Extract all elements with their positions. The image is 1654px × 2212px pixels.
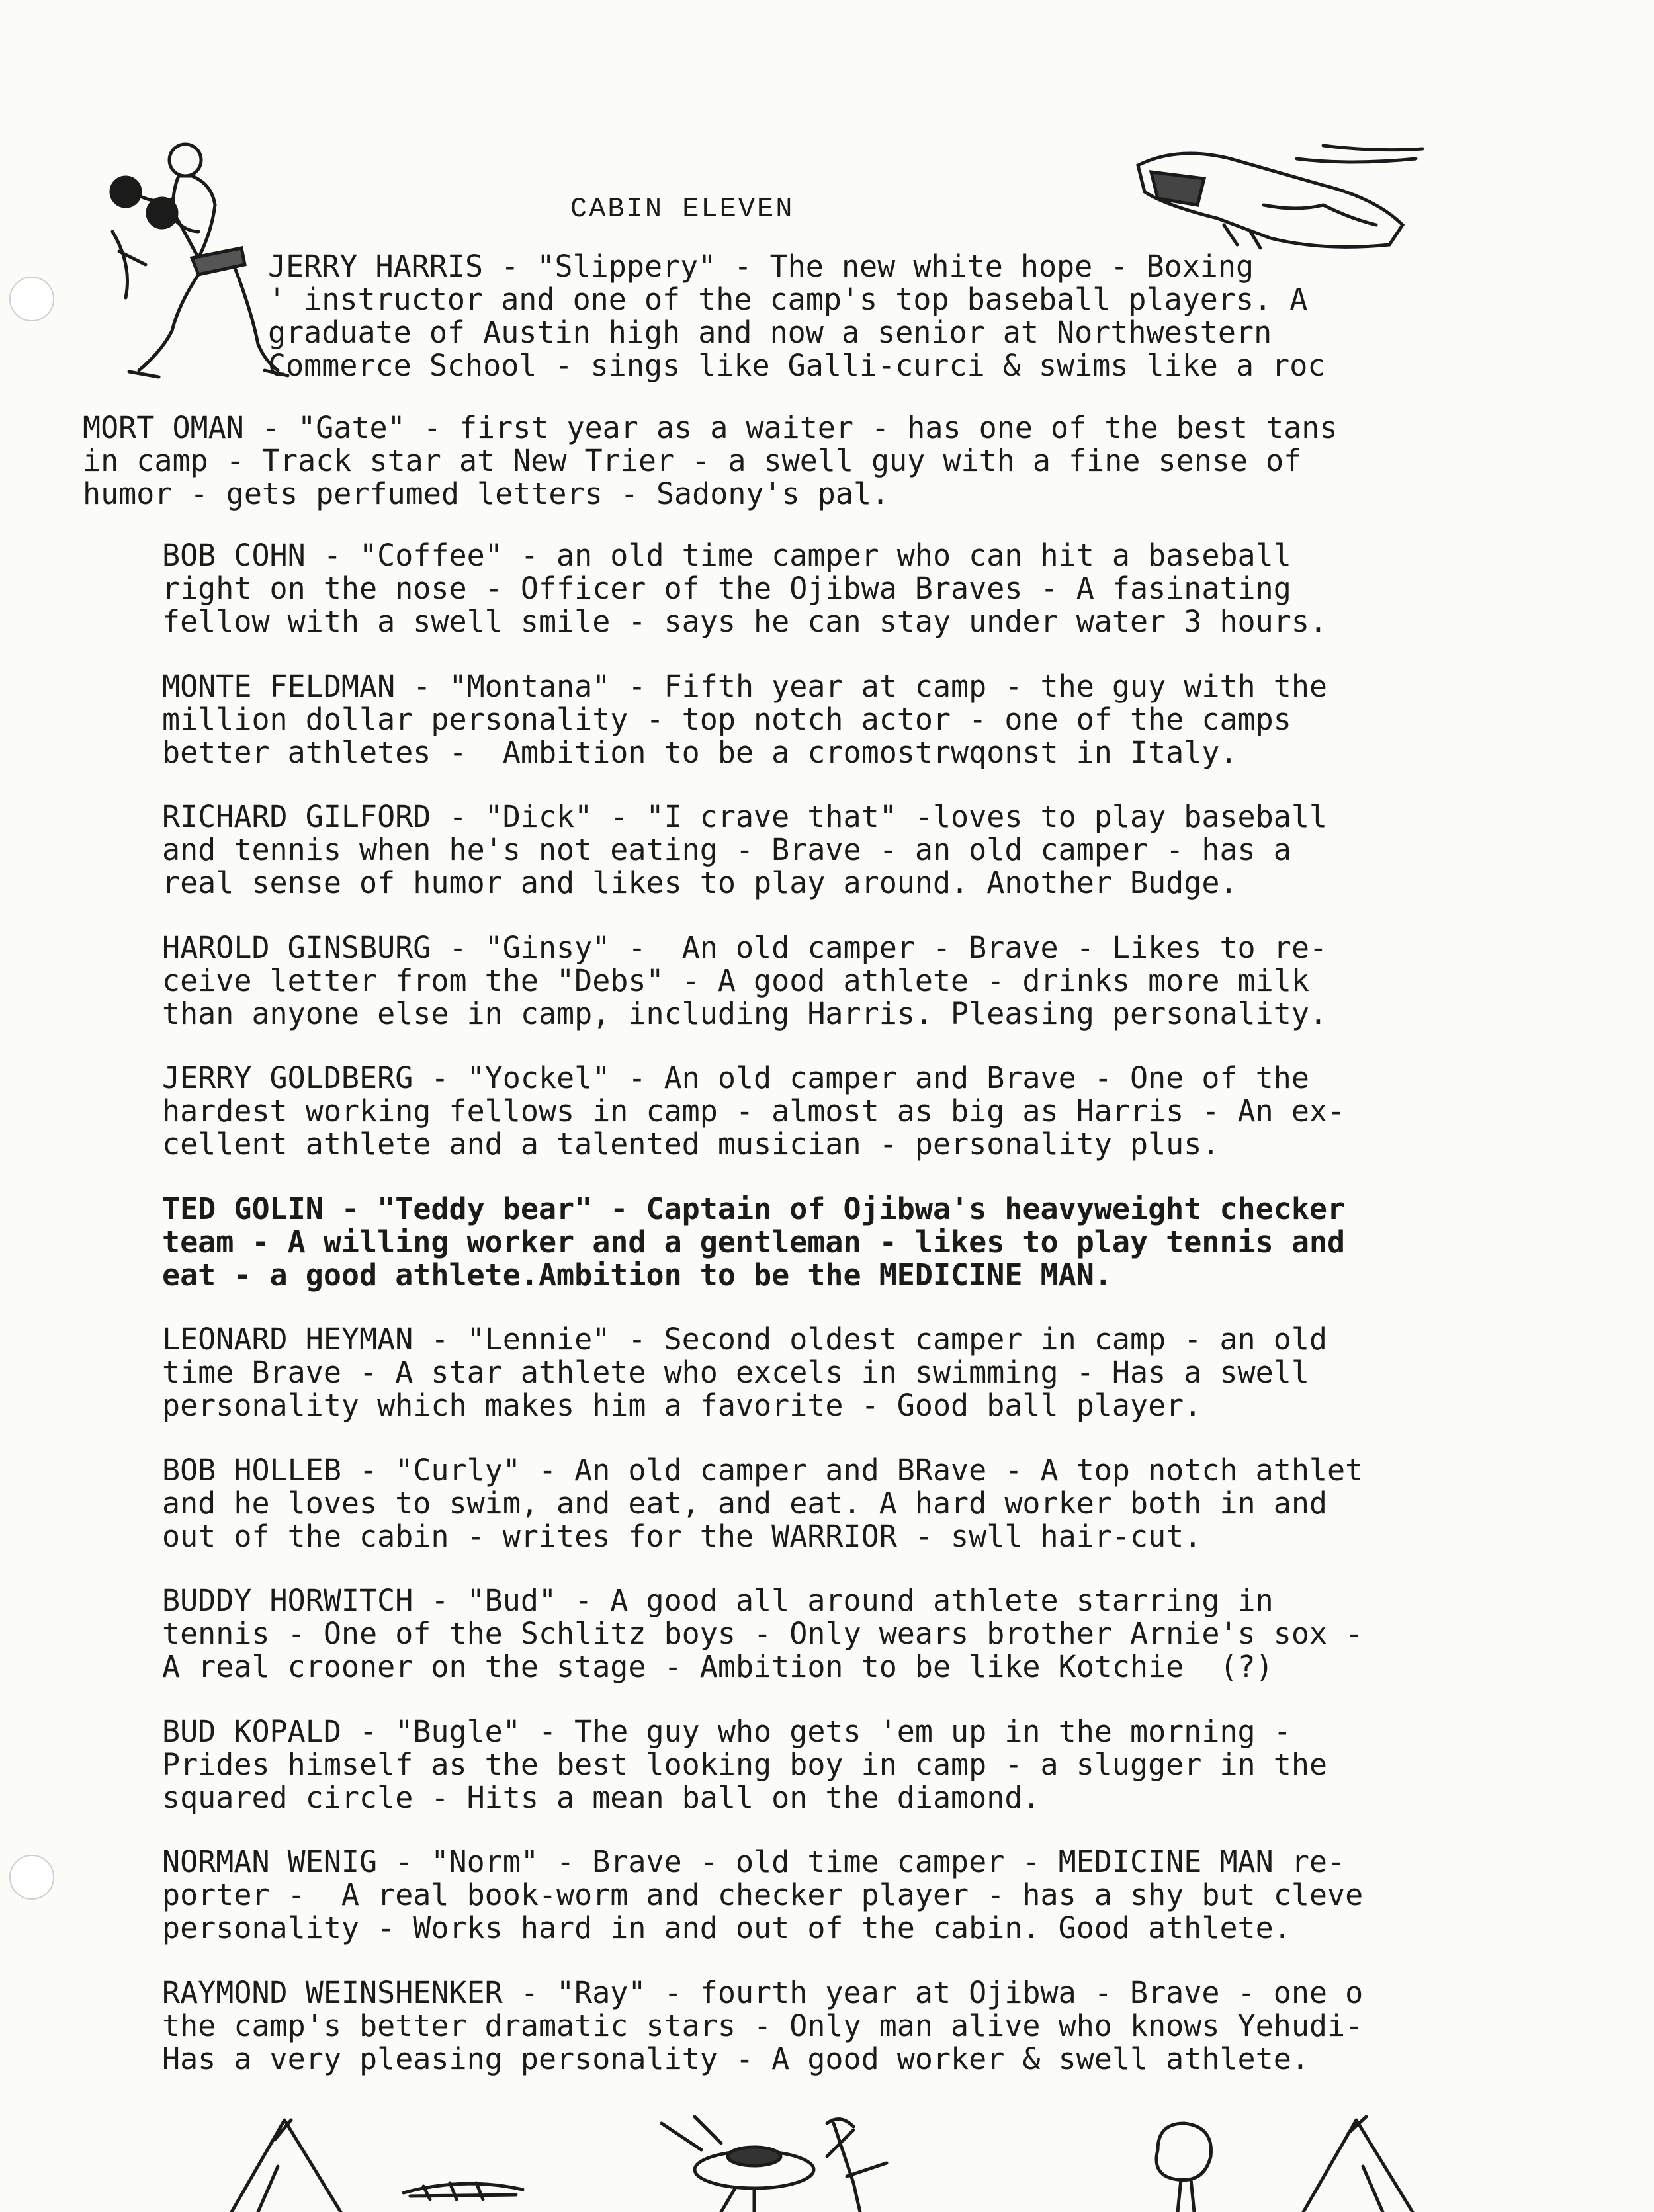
- entry-mort-oman: MORT OMAN - "Gate" - first year as a waiter - has one of the best tans in camp - Track star at New Trier - a swell guy with a fine sense of humor - gets perfumed letters - Sadony's pal.: [83, 410, 1338, 511]
- entry-norman-wenig: NORMAN WENIG - "Norm" - Brave - old time camper - MEDICINE MAN re- porter - A real book-worm and checker player - has a shy but cleve personality - Works hard in and out of the cabin. Good athlete.: [162, 1844, 1364, 1945]
- entry-harold-ginsburg: HAROLD GINSBURG - "Ginsy" - An old camper - Brave - Likes to re- ceive letter from the "Debs" - A good athlete - drinks more milk than anyone else in camp, including Harris. Pleasing personality.: [162, 930, 1327, 1031]
- tent-left-illustration: [218, 2113, 351, 2212]
- boxer-illustration: [99, 132, 291, 397]
- entry-ted-golin: TED GOLIN - "Teddy bear" - Captain of Ojibwa's heavyweight checker team - A willing worker and a gentleman - likes to play tennis and eat - a good athlete.Ambition to be the MEDICINE MAN.: [162, 1191, 1346, 1293]
- binder-hole-top: [9, 276, 54, 321]
- entry-bob-cohn: BOB COHN - "Coffee" - an old time camper who can hit a baseball right on the nose - Officer of the Ojibwa Braves - A fasinating fellow with a swell smile - says he can stay under water 3 hours.: [162, 538, 1327, 639]
- canoe-paddle-illustration: [397, 2170, 529, 2209]
- cabin-sketch-illustration: [1125, 139, 1429, 265]
- entry-monte-feldman: MONTE FELDMAN - "Montana" - Fifth year at camp - the guy with the million dollar personality - top notch actor - one of the camps better athletes - Ambition to be a cromostrwqonst in Italy.: [162, 669, 1327, 770]
- entry-jerry-goldberg: JERRY GOLDBERG - "Yockel" - An old camper and Brave - One of the hardest working fellows in camp - almost as big as Harris - An ex- cellent athlete and a talented musician - personality plus.: [162, 1060, 1346, 1162]
- binder-hole-bottom: [9, 1855, 54, 1900]
- entry-jerry-harris: JERRY HARRIS - "Slippery" - The new white hope - Boxing ' instructor and one of the camp's top baseball players. A graduate of Austin high and now a senior at Northwestern Commerce School - sings like Galli-curci & swims like a roc: [268, 249, 1326, 383]
- page-title: CABIN ELEVEN: [570, 193, 795, 225]
- entry-bob-holleb: BOB HOLLEB - "Curly" - An old camper and BRave - A top notch athlet and he loves to swim, and eat, and eat. A hard worker both in and out of the cabin - writes for the WARRIOR - swll hair-cut.: [162, 1453, 1364, 1554]
- tree-illustration: [1138, 2117, 1231, 2212]
- tent-right-illustration: [1290, 2113, 1422, 2212]
- entry-richard-gilford: RICHARD GILFORD - "Dick" - "I crave that" -loves to play baseball and tennis when he's not eating - Brave - an old camper - has a real sense of humor and likes to play around. Another Budge.: [162, 799, 1327, 900]
- entry-bud-kopald: BUD KOPALD - "Bugle" - The guy who gets 'em up in the morning - Prides himself as the best looking boy in camp - a slugger in the squared circle - Hits a mean ball on the diamond.: [162, 1714, 1327, 1815]
- entry-raymond-weinshenker: RAYMOND WEINSHENKER - "Ray" - fourth year at Ojibwa - Brave - one o the camp's better dramatic stars - Only man alive who knows Yehudi- Has a very pleasing personality - A good worker & swell athlete.: [162, 1975, 1364, 2076]
- entry-buddy-horwitch: BUDDY HORWITCH - "Bud" - A good all around athlete starring in tennis - One of the Schlitz boys - Only wears brother Arnie's sox - A real crooner on the stage - Ambition to be like Kotchie (?): [162, 1583, 1364, 1684]
- entry-leonard-heyman: LEONARD HEYMAN - "Lennie" - Second oldest camper in camp - an old time Brave - A star athlete who excels in swimming - Has a swell personality which makes him a favorite - Good ball player.: [162, 1322, 1327, 1423]
- campfire-illustration: [635, 2110, 913, 2212]
